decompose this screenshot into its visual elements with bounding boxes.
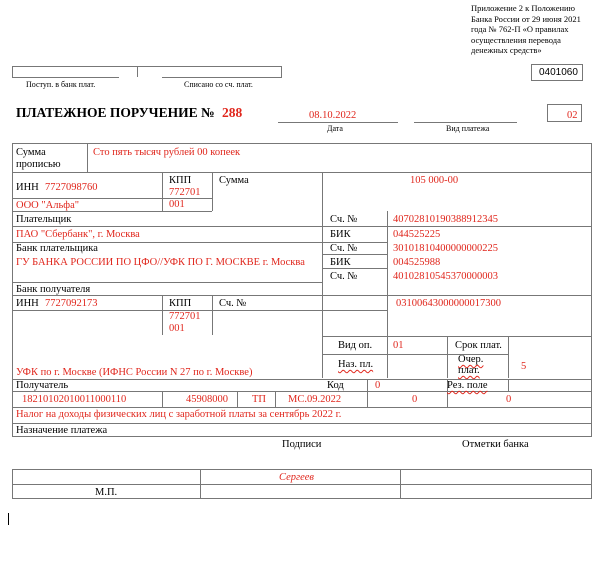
payee-bik-label: БИК xyxy=(330,257,351,268)
order-value: 5 xyxy=(521,361,527,372)
signatures-label: Подписи xyxy=(282,439,322,450)
payee-kpp-label: КПП xyxy=(169,298,192,309)
payer-name: ООО "Альфа" xyxy=(16,200,80,211)
appendix-note: Приложение 2 к Положению Банка России от 29 июня 2021 года № 762-П «О правилах осуществления перевода денежных средств» xyxy=(471,3,581,55)
payee-bik: 004525988 xyxy=(393,257,441,268)
payment-order-grid xyxy=(12,143,592,437)
debited-label: Списано со сч. плат. xyxy=(184,80,253,89)
payee-bank-label: Банк получателя xyxy=(16,284,91,295)
payee-account-label: Сч. № xyxy=(219,298,247,309)
order-title: ПЛАТЕЖНОЕ ПОРУЧЕНИЕ № xyxy=(16,105,215,120)
code-label: Код xyxy=(327,380,344,391)
payer-kpp: 772701 001 xyxy=(169,187,201,210)
payer-bank-account: 30101810400000000225 xyxy=(393,243,498,254)
order-number: 288 xyxy=(222,105,243,120)
text-cursor xyxy=(8,513,9,525)
pay-term-label: Срок плат. xyxy=(455,340,502,351)
sum-value: 105 000-00 xyxy=(410,175,459,186)
purpose-label: Назначение платежа xyxy=(16,425,108,436)
signer-name: Сергеев xyxy=(279,472,314,483)
stamp-label: М.П. xyxy=(95,487,118,498)
payee-kpp: 772701 001 xyxy=(169,311,201,334)
order-label: Очер. плат. xyxy=(458,354,484,376)
payer-account-label: Сч. № xyxy=(330,214,358,225)
status-code: 02 xyxy=(567,110,578,121)
payer-inn: 7727098760 xyxy=(45,182,98,193)
purpose-text: Налог на доходы физических лиц с заработной платы за сентябрь 2022 г. xyxy=(16,409,342,420)
payee-account: 03100643000000017300 xyxy=(396,298,501,309)
amount-words: Сто пять тысяч рублей 00 копеек xyxy=(93,147,241,158)
amount-words-label: Сумма прописью xyxy=(16,147,61,170)
code-value: 0 xyxy=(375,380,381,391)
tax-doc-date: 0 xyxy=(506,394,512,405)
sum-label: Сумма xyxy=(219,175,249,186)
payment-type-label: Вид платежа xyxy=(446,124,490,133)
payee-inn-label: ИНН xyxy=(16,298,39,309)
payee-label: Получатель xyxy=(16,380,69,391)
payer-bank-name: ПАО "Сбербанк", г. Москва xyxy=(16,229,140,240)
bank-marks-label: Отметки банка xyxy=(462,439,529,450)
reserve-field-label: Рез. поле xyxy=(447,380,488,391)
date-label: Дата xyxy=(327,124,343,133)
payer-kpp-label: КПП xyxy=(169,175,192,186)
payer-inn-label: ИНН xyxy=(16,182,39,193)
tax-kbk: 18210102010011000110 xyxy=(22,394,127,405)
payer-account: 40702810190388912345 xyxy=(393,214,498,225)
payee-bank-name: ГУ БАНКА РОССИИ ПО ЦФО//УФК ПО Г. МОСКВЕ г. Москва xyxy=(16,257,305,268)
received-label: Поступ. в банк плат. xyxy=(26,80,96,89)
op-type-label: Вид оп. xyxy=(338,340,373,351)
tax-doc-number: 0 xyxy=(412,394,418,405)
payer-bik: 044525225 xyxy=(393,229,441,240)
tax-oktmo: 45908000 xyxy=(186,394,228,405)
payee-bank-account-label: Сч. № xyxy=(330,271,358,282)
payer-bank-account-label: Сч. № xyxy=(330,243,358,254)
payee-bank-account: 40102810545370000003 xyxy=(393,271,498,282)
op-type: 01 xyxy=(393,340,404,351)
payer-bank-label: Банк плательщика xyxy=(16,243,98,254)
payee-inn: 7727092173 xyxy=(45,298,98,309)
payer-label: Плательщик xyxy=(16,214,72,225)
form-code: 0401060 xyxy=(539,67,578,78)
payee-name: УФК по г. Москве (ИФНС России N 27 по г. Москве) xyxy=(16,367,253,378)
received-box xyxy=(12,66,282,77)
payer-bik-label: БИК xyxy=(330,229,351,240)
order-date: 08.10.2022 xyxy=(309,110,357,121)
tax-basis: ТП xyxy=(252,394,266,405)
tax-period: МС.09.2022 xyxy=(288,394,342,405)
purpose-code-label: Наз. пл. xyxy=(338,359,374,370)
